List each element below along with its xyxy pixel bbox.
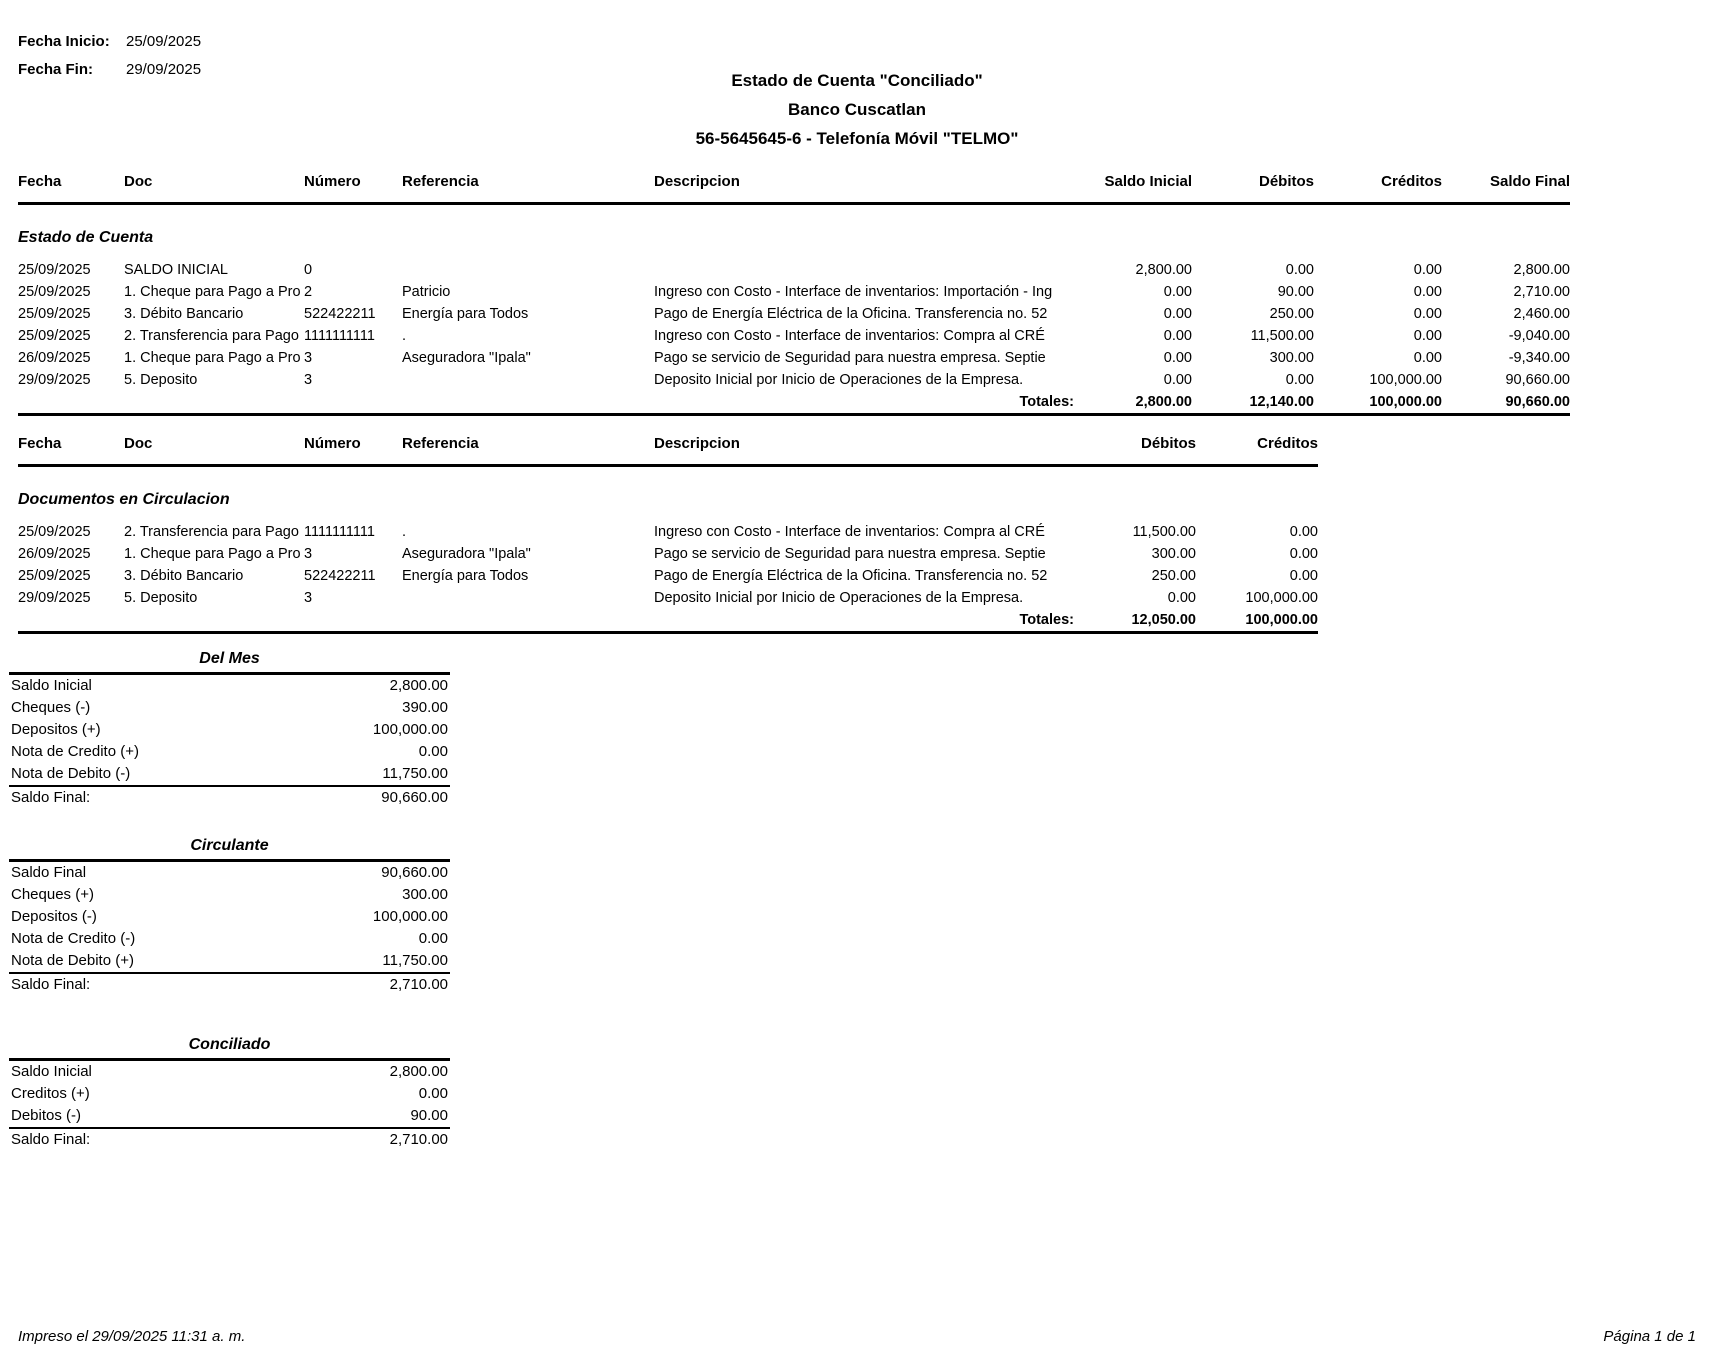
summary-row [9, 674, 450, 698]
cell-debitos: 11,500.00 [1250, 328, 1314, 344]
cell-doc: 3. Débito Bancario [124, 568, 244, 584]
cell-numero: 522422211 [304, 568, 376, 584]
printed-timestamp: Impreso el 29/09/2025 11:31 a. m. [18, 1328, 246, 1345]
cell-referencia [402, 369, 654, 391]
summary-label: Cheques (+) [11, 886, 94, 903]
summary-label: Depositos (+) [11, 721, 101, 738]
summary-label: Saldo Inicial [9, 674, 289, 698]
cell-numero: 1111111111 [304, 524, 375, 540]
cell-fecha: 25/09/2025 [18, 524, 91, 540]
cell-creditos: 0.00 [1413, 328, 1442, 344]
summary-circulante [9, 833, 450, 996]
totals-creditos: 100,000.00 [1245, 612, 1318, 628]
summary-value: 2,800.00 [289, 674, 450, 698]
summary-del-mes [9, 646, 450, 809]
table-row [18, 369, 1570, 391]
page-number: Página 1 de 1 [1603, 1328, 1696, 1345]
totals-row [18, 609, 1318, 631]
cell-creditos: 100,000.00 [1245, 590, 1318, 606]
table-row [18, 521, 1318, 543]
cell-saldo-inicial: 2,800.00 [1135, 262, 1192, 278]
section-heading-estado-de-cuenta: Estado de Cuenta [18, 229, 154, 246]
cell-fecha: 26/09/2025 [18, 350, 91, 366]
cell-creditos: 0.00 [1413, 350, 1442, 366]
col-header-numero: Número [304, 173, 361, 190]
cell-fecha: 25/09/2025 [18, 328, 91, 344]
summary-title-conciliado: Conciliado [188, 1036, 271, 1053]
col-header-numero: Número [304, 435, 361, 452]
fecha-fin-label: Fecha Fin: [18, 61, 94, 78]
bank-name: Banco Cuscatlan [788, 100, 926, 119]
report-title-block [0, 66, 1714, 153]
summary-total-value: 90,660.00 [289, 786, 450, 809]
summary-total-label: Saldo Final: [9, 973, 289, 996]
cell-doc: 2. Transferencia para Pago [124, 328, 299, 344]
cell-descripcion: Ingreso con Costo - Interface de inventarios: Compra al CRÉ [654, 328, 1045, 344]
cell-numero: 1111111111 [304, 328, 375, 344]
cell-saldo-inicial: 0.00 [1163, 350, 1192, 366]
totals-row [18, 391, 1570, 413]
table-row [18, 325, 1570, 347]
summary-row [9, 950, 450, 973]
summary-total-value: 2,710.00 [289, 973, 450, 996]
totals-creditos: 100,000.00 [1369, 394, 1442, 410]
summary-row [9, 1060, 450, 1084]
section-heading-row [18, 467, 1318, 521]
cell-descripcion: Deposito Inicial por Inicio de Operaciones de la Empresa. [654, 372, 1024, 388]
cell-fecha: 25/09/2025 [18, 262, 91, 278]
cell-doc: 1. Cheque para Pago a Pro [124, 284, 301, 300]
cell-referencia: Energía para Todos [402, 568, 529, 584]
summary-value: 390.00 [402, 699, 448, 716]
col-header-fecha: Fecha [18, 173, 62, 190]
totals-label: Totales: [1019, 394, 1074, 410]
cell-referencia [402, 259, 654, 281]
cell-referencia: Patricio [402, 284, 451, 300]
totals-label: Totales: [1019, 612, 1074, 628]
summary-value: 0.00 [418, 743, 448, 760]
cell-creditos: 100,000.00 [1369, 372, 1442, 388]
estado-de-cuenta-table [18, 172, 1570, 416]
cell-saldo-inicial: 0.00 [1163, 372, 1192, 388]
summary-conciliado [9, 1032, 450, 1151]
documentos-en-circulacion-table [18, 434, 1318, 634]
cell-numero: 3 [304, 372, 313, 388]
summary-row [9, 741, 450, 763]
col-header-referencia: Referencia [402, 435, 479, 452]
totals-rule [18, 631, 1318, 634]
summary-value: 100,000.00 [372, 908, 448, 925]
summary-value: 11,750.00 [382, 765, 448, 782]
totals-debitos: 12,050.00 [1131, 612, 1196, 628]
summary-row [9, 884, 450, 906]
cell-descripcion: Ingreso con Costo - Interface de inventarios: Compra al CRÉ [654, 524, 1045, 540]
summary-label: Nota de Debito (+) [11, 952, 134, 969]
cell-debitos: 90.00 [1277, 284, 1314, 300]
summary-total-row [9, 973, 450, 996]
cell-referencia [402, 587, 654, 609]
table-row [18, 259, 1570, 281]
table-row [18, 347, 1570, 369]
cell-creditos: 0.00 [1289, 524, 1318, 540]
cell-creditos: 0.00 [1413, 262, 1442, 278]
cell-descripcion: Pago de Energía Eléctrica de la Oficina. Transferencia no. 52 [654, 568, 1048, 584]
summary-value: 300.00 [402, 886, 448, 903]
col-header-descripcion: Descripcion [654, 435, 740, 452]
cell-creditos: 0.00 [1289, 546, 1318, 562]
cell-debitos: 250.00 [1151, 568, 1196, 584]
account-name: 56-5645645-6 - Telefonía Móvil "TELMO" [695, 129, 1019, 148]
section-heading-row [18, 205, 1570, 259]
rule-line [18, 631, 1318, 634]
col-header-descripcion: Descripcion [654, 173, 740, 190]
cell-debitos: 11,500.00 [1132, 524, 1196, 540]
summary-row [9, 697, 450, 719]
col-header-doc: Doc [124, 435, 153, 452]
summary-row [9, 1105, 450, 1128]
cell-saldo-final: 2,800.00 [1513, 262, 1570, 278]
cell-saldo-final: -9,340.00 [1508, 350, 1570, 366]
cell-creditos: 0.00 [1413, 284, 1442, 300]
fecha-inicio-value: 25/09/2025 [126, 33, 202, 50]
cell-creditos: 0.00 [1289, 568, 1318, 584]
table-row [18, 543, 1318, 565]
summary-label: Cheques (-) [11, 699, 91, 716]
col-header-debitos: Débitos [1258, 173, 1314, 190]
summary-value: 100,000.00 [372, 721, 448, 738]
col-header-referencia: Referencia [402, 173, 479, 190]
summary-total-value: 2,710.00 [289, 1128, 450, 1151]
totals-saldo-final: 90,660.00 [1505, 394, 1570, 410]
summary-label: Nota de Debito (-) [11, 765, 131, 782]
cell-numero: 0 [304, 262, 313, 278]
cell-saldo-final: 90,660.00 [1505, 372, 1570, 388]
summary-label: Saldo Inicial [9, 1060, 289, 1084]
cell-debitos: 300.00 [1269, 350, 1314, 366]
cell-doc: 3. Débito Bancario [124, 306, 244, 322]
summary-label: Depositos (-) [11, 908, 97, 925]
summary-label: Creditos (+) [11, 1085, 90, 1102]
summary-row [9, 719, 450, 741]
cell-numero: 522422211 [304, 306, 376, 322]
cell-descripcion [654, 259, 1074, 281]
fecha-inicio-row [18, 33, 201, 51]
summary-row [9, 1083, 450, 1105]
cell-saldo-final: 2,710.00 [1513, 284, 1570, 300]
cell-numero: 2 [304, 284, 313, 300]
cell-doc: 1. Cheque para Pago a Pro [124, 546, 301, 562]
summary-value: 2,800.00 [289, 1060, 450, 1084]
cell-descripcion: Deposito Inicial por Inicio de Operaciones de la Empresa. [654, 590, 1024, 606]
summary-total-row [9, 1128, 450, 1151]
summary-value: 90.00 [410, 1107, 448, 1124]
col-header-doc: Doc [124, 173, 153, 190]
page-footer [18, 1328, 1696, 1345]
table-header-row [18, 434, 1318, 464]
cell-fecha: 25/09/2025 [18, 284, 91, 300]
cell-fecha: 29/09/2025 [18, 590, 91, 606]
rule-line [18, 413, 1570, 416]
table-row [18, 281, 1570, 303]
summary-row [9, 861, 450, 885]
totals-rule [18, 413, 1570, 416]
section-heading-documentos-en-circulacion: Documentos en Circulacion [18, 491, 230, 508]
summary-title-del-mes: Del Mes [199, 650, 260, 667]
col-header-debitos: Débitos [1140, 435, 1196, 452]
cell-referencia: Aseguradora "Ipala" [402, 546, 531, 562]
table-row [18, 565, 1318, 587]
cell-descripcion: Pago de Energía Eléctrica de la Oficina. Transferencia no. 52 [654, 306, 1048, 322]
summary-label: Nota de Credito (+) [11, 743, 139, 760]
col-header-creditos: Créditos [1257, 435, 1318, 452]
summary-value: 0.00 [418, 930, 448, 947]
summary-row [9, 763, 450, 786]
summary-title-circulante: Circulante [190, 837, 269, 854]
fecha-fin-value: 29/09/2025 [126, 61, 202, 78]
col-header-creditos: Créditos [1381, 173, 1442, 190]
summary-total-label: Saldo Final: [9, 786, 289, 809]
cell-doc: 1. Cheque para Pago a Pro [124, 350, 301, 366]
cell-saldo-inicial: 0.00 [1163, 306, 1192, 322]
cell-fecha: 26/09/2025 [18, 546, 91, 562]
cell-doc: 5. Deposito [124, 590, 198, 606]
table-row [18, 587, 1318, 609]
cell-descripcion: Pago se servicio de Seguridad para nuestra empresa. Septie [654, 350, 1046, 366]
cell-doc: 2. Transferencia para Pago [124, 524, 299, 540]
cell-numero: 3 [304, 590, 313, 606]
col-header-fecha: Fecha [18, 435, 62, 452]
fecha-inicio-label: Fecha Inicio: [18, 33, 110, 50]
col-header-saldo-inicial: Saldo Inicial [1104, 173, 1192, 190]
cell-descripcion: Pago se servicio de Seguridad para nuestra empresa. Septie [654, 546, 1046, 562]
cell-saldo-inicial: 0.00 [1163, 284, 1192, 300]
cell-referencia: Aseguradora "Ipala" [402, 350, 531, 366]
summary-row [9, 906, 450, 928]
cell-saldo-final: 2,460.00 [1513, 306, 1570, 322]
summary-row [9, 928, 450, 950]
summary-label: Debitos (-) [11, 1107, 82, 1124]
summary-total-label: Saldo Final: [9, 1128, 289, 1151]
summary-value: 11,750.00 [382, 952, 448, 969]
totals-saldo-inicial: 2,800.00 [1135, 394, 1192, 410]
cell-debitos: 0.00 [1285, 372, 1314, 388]
table-header-row [18, 172, 1570, 202]
report-title: Estado de Cuenta "Conciliado" [731, 71, 983, 90]
summary-label: Saldo Final [9, 861, 289, 885]
cell-debitos: 0.00 [1285, 262, 1314, 278]
totals-debitos: 12,140.00 [1249, 394, 1314, 410]
summary-total-row [9, 786, 450, 809]
cell-numero: 3 [304, 546, 313, 562]
cell-doc: 5. Deposito [124, 372, 198, 388]
cell-doc: SALDO INICIAL [124, 262, 228, 278]
summary-value: 0.00 [418, 1085, 448, 1102]
cell-descripcion: Ingreso con Costo - Interface de inventarios: Importación - Ing [654, 284, 1053, 300]
cell-creditos: 0.00 [1413, 306, 1442, 322]
cell-referencia: . [402, 524, 407, 540]
table-row [18, 303, 1570, 325]
cell-debitos: 250.00 [1269, 306, 1314, 322]
cell-saldo-inicial: 0.00 [1163, 328, 1192, 344]
cell-numero: 3 [304, 350, 313, 366]
cell-debitos: 300.00 [1151, 546, 1196, 562]
cell-referencia: . [402, 328, 407, 344]
cell-fecha: 29/09/2025 [18, 372, 91, 388]
cell-saldo-final: -9,040.00 [1508, 328, 1570, 344]
summary-label: Nota de Credito (-) [11, 930, 136, 947]
cell-referencia: Energía para Todos [402, 306, 529, 322]
summary-value: 90,660.00 [289, 861, 450, 885]
cell-fecha: 25/09/2025 [18, 306, 91, 322]
cell-debitos: 0.00 [1167, 590, 1196, 606]
col-header-saldo-final: Saldo Final [1489, 173, 1570, 190]
cell-fecha: 25/09/2025 [18, 568, 91, 584]
